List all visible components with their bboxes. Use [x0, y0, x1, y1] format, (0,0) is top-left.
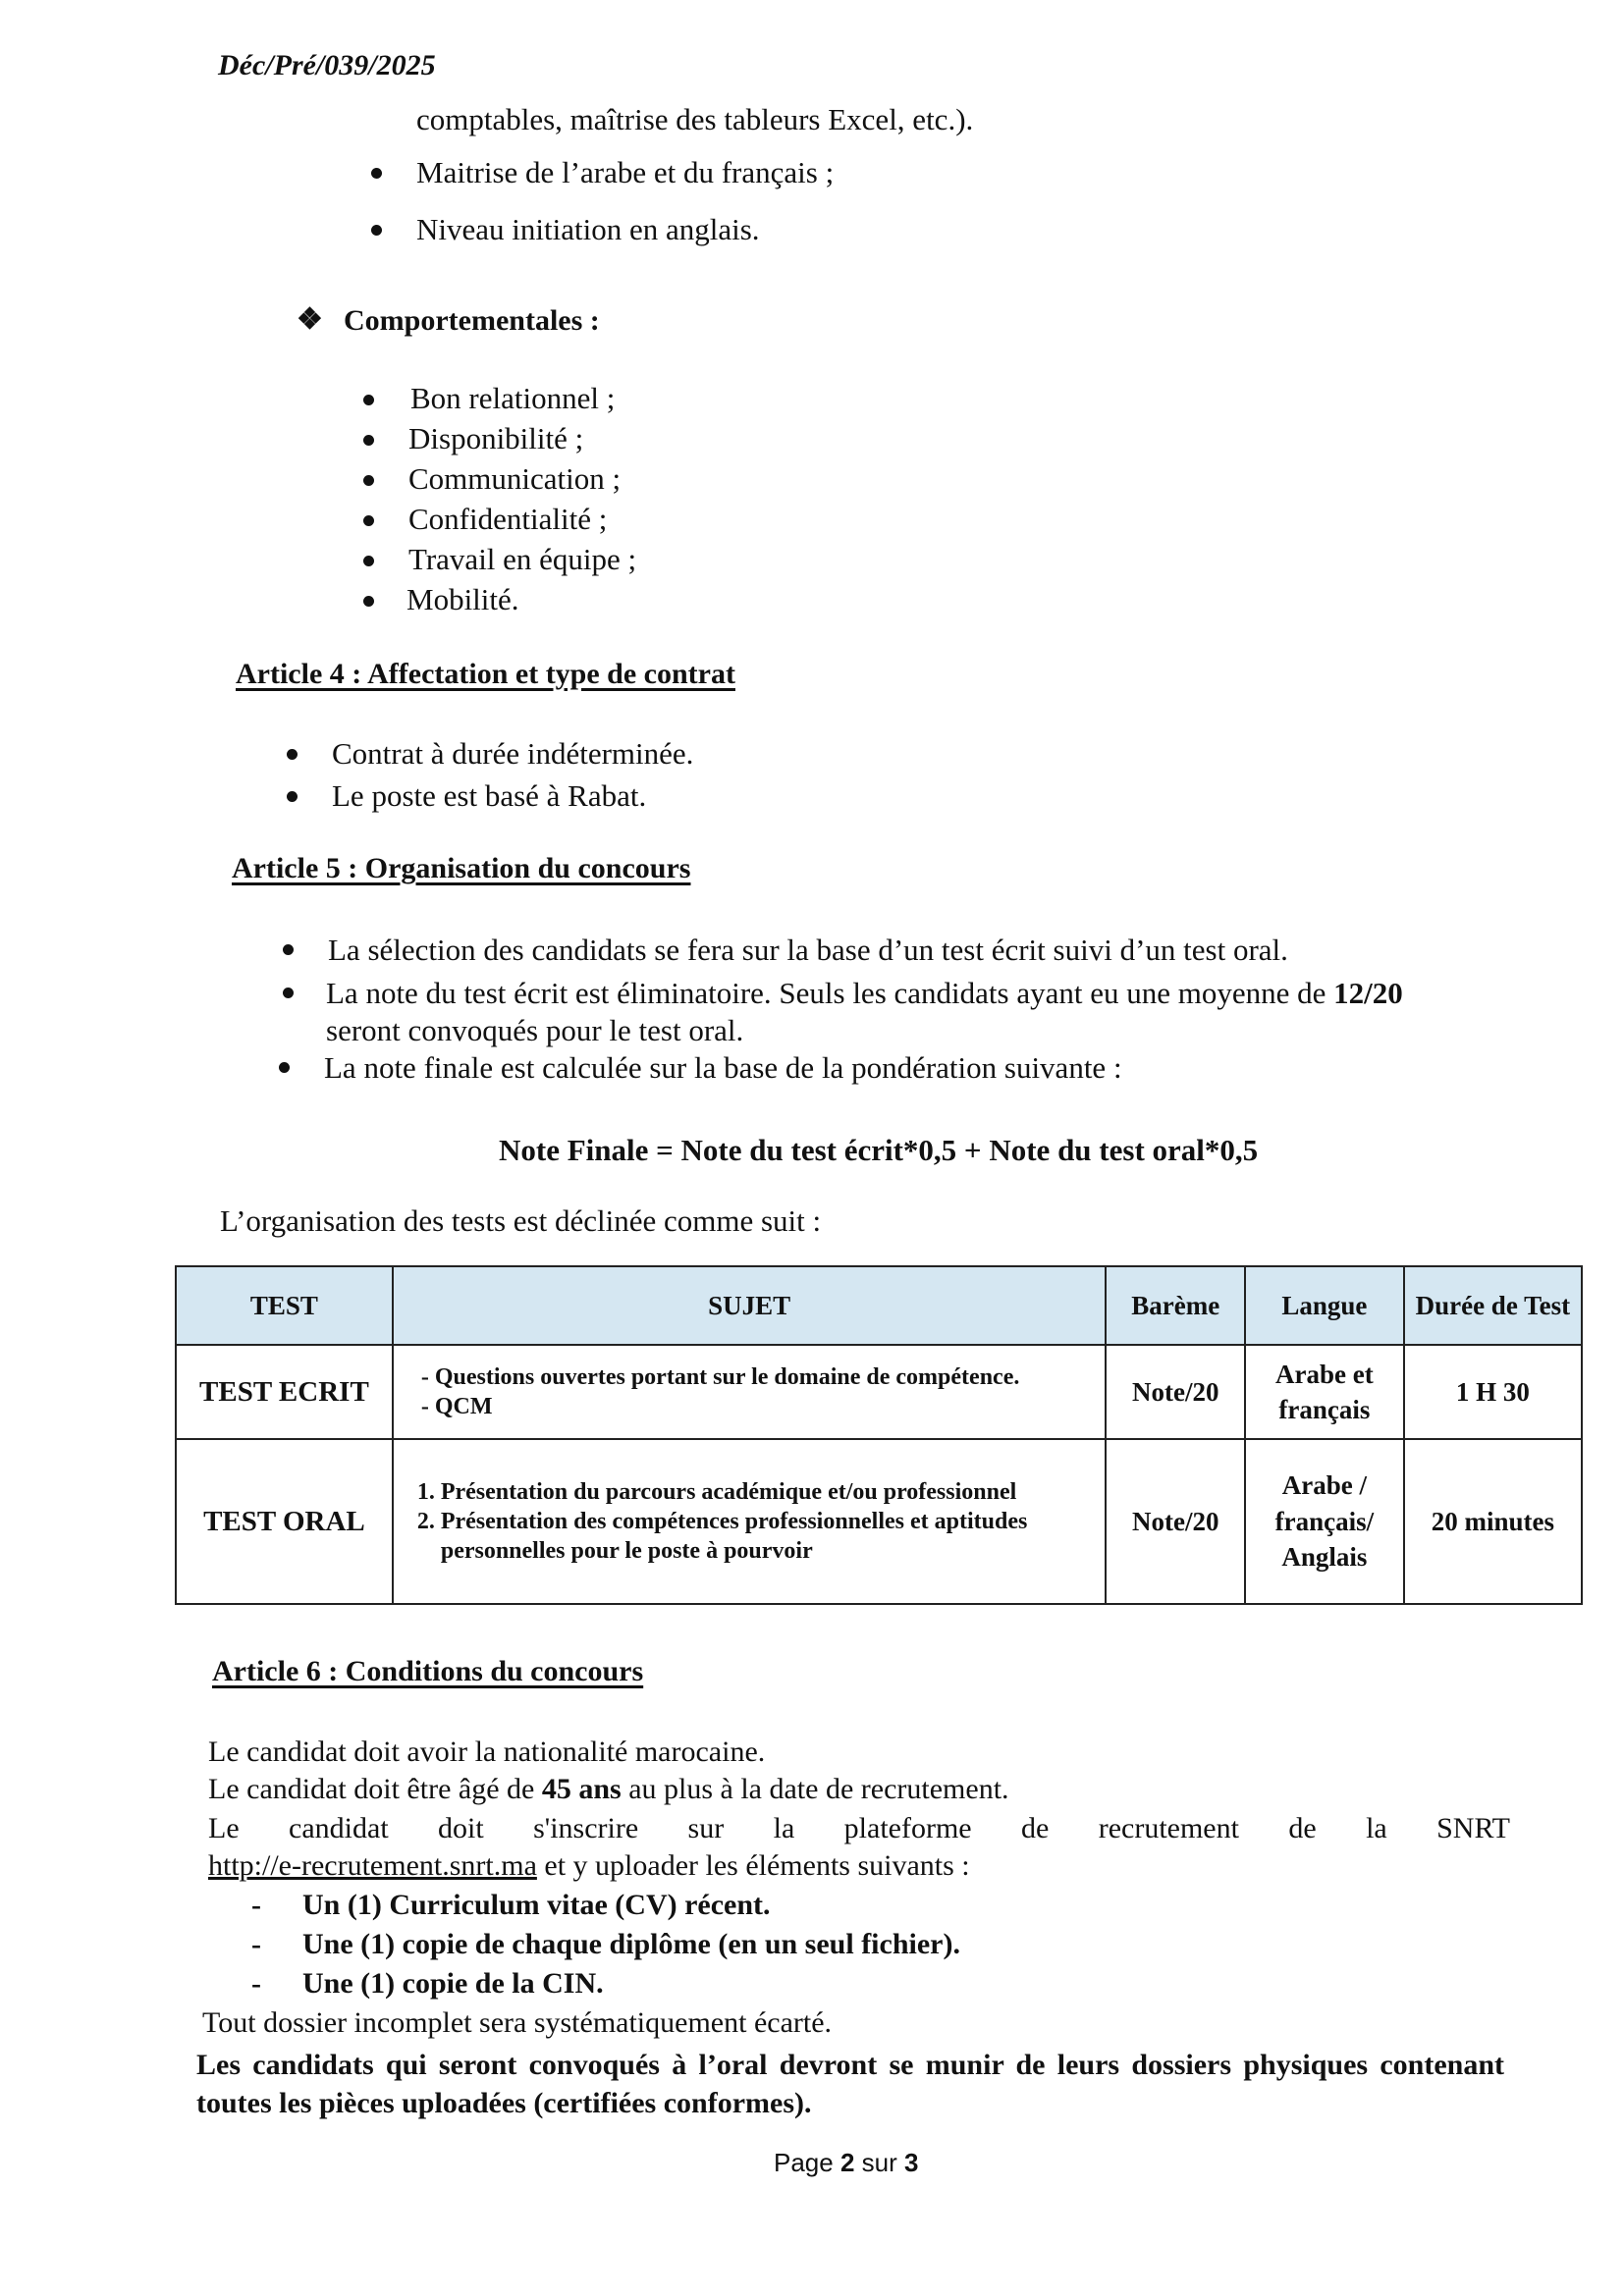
- page-middle: sur: [854, 2148, 904, 2177]
- condition-registration-continued: [208, 1849, 970, 1883]
- article-5-item: La sélection des candidats se fera sur la base d’un test écrit suivi d’un test oral.: [328, 933, 1288, 967]
- dash-bullet: -: [251, 1967, 261, 2000]
- bullet: [283, 944, 294, 955]
- oral-candidates-notice: Les candidats qui seront convoqués à l’oral devront se munir de leurs dossiers physiques contenant toutes les pièces uploadées (certifiées conformes).: [196, 2049, 1504, 2119]
- table-row: [176, 1439, 1582, 1604]
- test-name: TEST ECRIT: [176, 1345, 393, 1439]
- final-grade-formula: Note Finale = Note du test écrit*0,5 + Note du test oral*0,5: [499, 1133, 1259, 1167]
- page-current: 2: [839, 2148, 855, 2177]
- test-name: TEST ORAL: [176, 1439, 393, 1604]
- skill-item: Maitrise de l’arabe et du français ;: [416, 155, 835, 189]
- skills-continuation: comptables, maîtrise des tableurs Excel, etc.).: [416, 102, 974, 136]
- required-document: Un (1) Curriculum vitae (CV) récent.: [302, 1889, 771, 1921]
- dash-bullet: -: [251, 1889, 261, 1921]
- behavioral-item: Mobilité.: [406, 582, 519, 616]
- article-5-item: La note finale est calculée sur la base de la pondération suivante :: [324, 1050, 1122, 1085]
- tests-table: [175, 1265, 1583, 1605]
- header-test: TEST: [176, 1266, 393, 1345]
- subject-item: 1. Présentation du parcours académique et/ou professionnel: [441, 1477, 1096, 1507]
- article-4-item: Le poste est basé à Rabat.: [332, 778, 647, 813]
- bullet: [287, 791, 298, 802]
- article-4-item: Contrat à durée indéterminée.: [332, 736, 694, 771]
- skill-item: Niveau initiation en anglais.: [416, 212, 760, 246]
- condition-nationality: Le candidat doit avoir la nationalité marocaine.: [208, 1735, 766, 1768]
- article-5-item: [326, 976, 1403, 1011]
- behavioral-item: Confidentialité ;: [408, 502, 608, 536]
- bullet: [363, 556, 374, 566]
- condition-age-text: Le candidat doit être âgé de: [208, 1773, 542, 1805]
- article-5-item-continued: seront convoqués pour le test oral.: [326, 1013, 744, 1047]
- test-duree: 20 minutes: [1404, 1439, 1582, 1604]
- bullet: [287, 749, 298, 760]
- required-document: Une (1) copie de la CIN.: [302, 1967, 604, 2000]
- article-5-item-text: La note du test écrit est éliminatoire. Seuls les candidats ayant eu une moyenne de: [326, 976, 1334, 1010]
- recruitment-platform-link[interactable]: http://e-recrutement.snrt.ma: [208, 1849, 537, 1882]
- behavioral-heading: Comportementales :: [344, 304, 600, 337]
- header-bareme: Barème: [1106, 1266, 1245, 1345]
- article-4-title: Article 4 : Affectation et type de contrat: [236, 658, 735, 690]
- max-age: 45 ans: [541, 1773, 622, 1805]
- bullet: [363, 435, 374, 446]
- test-langue: Arabe / français/ Anglais: [1245, 1439, 1404, 1604]
- bullet: [283, 988, 294, 998]
- bullet: [363, 395, 374, 405]
- bullet: [363, 475, 374, 486]
- test-subject: [393, 1345, 1107, 1439]
- condition-age-text-end: au plus à la date de recrutement.: [621, 1773, 1009, 1805]
- page-prefix: Page: [774, 2148, 840, 2177]
- behavioral-item: Travail en équipe ;: [408, 542, 637, 576]
- article-6-title: Article 6 : Conditions du concours: [212, 1655, 644, 1687]
- table-row: [176, 1345, 1582, 1439]
- bullet: [279, 1062, 290, 1073]
- test-duree: 1 H 30: [1404, 1345, 1582, 1439]
- test-langue: Arabe et français: [1245, 1345, 1404, 1439]
- dash-bullet: -: [251, 1928, 261, 1960]
- condition-registration: Le candidat doit s'inscrire sur la plateforme de recrutement de la SNRT: [208, 1812, 1510, 1844]
- subject-item: 2. Présentation des compétences professionnelles et aptitudes personnelles pour le poste à pourvoir: [441, 1507, 1096, 1566]
- bullet: [363, 515, 374, 526]
- condition-age: [208, 1773, 1009, 1806]
- incomplete-notice: Tout dossier incomplet sera systématiquement écarté.: [202, 2006, 833, 2039]
- header-sujet: SUJET: [393, 1266, 1107, 1345]
- condition-registration-text: et y uploader les éléments suivants :: [536, 1849, 970, 1882]
- bullet: [363, 596, 374, 607]
- bullet: [371, 168, 382, 179]
- test-subject: [393, 1439, 1107, 1604]
- test-bareme: Note/20: [1106, 1345, 1245, 1439]
- behavioral-item: Bon relationnel ;: [410, 381, 616, 415]
- article-5-title: Article 5 : Organisation du concours: [232, 852, 691, 884]
- required-document: Une (1) copie de chaque diplôme (en un seul fichier).: [302, 1928, 960, 1960]
- document-reference: Déc/Pré/039/2025: [218, 49, 436, 81]
- bullet: [371, 225, 382, 236]
- passing-grade: 12/20: [1333, 976, 1403, 1010]
- table-header-row: [176, 1266, 1582, 1345]
- behavioral-item: Communication ;: [408, 461, 622, 496]
- behavioral-item: Disponibilité ;: [408, 421, 584, 455]
- diamond-bullet-icon: ❖: [297, 303, 323, 336]
- header-langue: Langue: [1245, 1266, 1404, 1345]
- subject-item: - Questions ouvertes portant sur le domaine de compétence.: [421, 1362, 1096, 1392]
- subject-item: - QCM: [421, 1392, 1096, 1421]
- page-number: [774, 2148, 918, 2178]
- test-bareme: Note/20: [1106, 1439, 1245, 1604]
- page-total: 3: [904, 2148, 919, 2177]
- table-intro: L’organisation des tests est déclinée comme suit :: [220, 1203, 822, 1238]
- header-duree: Durée de Test: [1404, 1266, 1582, 1345]
